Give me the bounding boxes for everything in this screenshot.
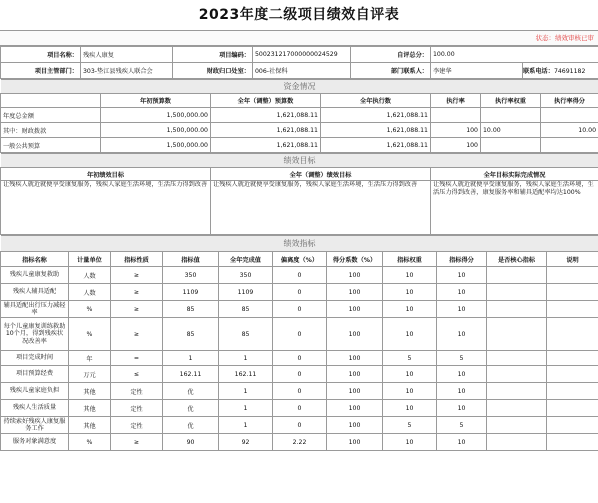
indicator-core bbox=[487, 400, 547, 417]
indicator-coefficient: 100 bbox=[327, 267, 383, 284]
indicator-name: 残疾儿童家庭负担 bbox=[1, 383, 69, 400]
indicator-note bbox=[547, 267, 598, 284]
col-header-deviation: 偏离度（%） bbox=[273, 252, 327, 267]
indicator-score: 10 bbox=[437, 284, 487, 301]
indicator-note bbox=[547, 318, 598, 351]
col-header-core: 是否核心指标 bbox=[487, 252, 547, 267]
indicator-weight: 10 bbox=[383, 383, 437, 400]
indicator-note bbox=[547, 366, 598, 383]
indicator-nature: ≥ bbox=[111, 284, 163, 301]
col-header-score: 指标得分 bbox=[437, 252, 487, 267]
indicator-unit: 年 bbox=[69, 351, 111, 366]
col-header-coefficient: 得分系数（%） bbox=[327, 252, 383, 267]
funds-adjusted: 1,621,088.11 bbox=[211, 108, 321, 123]
funds-rate: 100 bbox=[431, 138, 481, 153]
indicator-score: 5 bbox=[437, 351, 487, 366]
indicator-value: 1109 bbox=[163, 284, 219, 301]
funds-row-label: 年度总金额 bbox=[1, 108, 101, 123]
goals-header-actual: 全年目标实际完成情况 bbox=[431, 168, 598, 181]
funds-adjusted: 1,621,088.11 bbox=[211, 123, 321, 138]
col-header-weight: 指标权重 bbox=[383, 252, 437, 267]
indicator-score: 10 bbox=[437, 267, 487, 284]
indicator-deviation: 0 bbox=[273, 267, 327, 284]
funds-executed: 1,621,088.11 bbox=[321, 108, 431, 123]
funds-row bbox=[1, 138, 598, 153]
goals-header-adjusted: 全年（调整）绩效目标 bbox=[211, 168, 431, 181]
indicator-coefficient: 100 bbox=[327, 383, 383, 400]
goal-actual: 让残疾人就近就便享受康复服务，残疾人家庭生活环境，生活压力得到改善，康复服务率和辅具适配率均达100% bbox=[431, 181, 598, 235]
funds-adjusted: 1,621,088.11 bbox=[211, 138, 321, 153]
finance-label: 财政归口处室： bbox=[173, 63, 253, 79]
funds-initial: 1,500,000.00 bbox=[101, 123, 211, 138]
col-header-unit: 计量单位 bbox=[69, 252, 111, 267]
indicator-weight: 5 bbox=[383, 417, 437, 434]
indicator-coefficient: 100 bbox=[327, 400, 383, 417]
funds-weight bbox=[481, 108, 541, 123]
table-row bbox=[1, 366, 598, 383]
indicator-core bbox=[487, 434, 547, 451]
funds-table bbox=[0, 79, 598, 153]
indicator-coefficient: 100 bbox=[327, 366, 383, 383]
indicator-name: 项目预算经费 bbox=[1, 366, 69, 383]
funds-header-initial: 年初预算数 bbox=[101, 94, 211, 108]
indicator-weight: 10 bbox=[383, 267, 437, 284]
indicator-done: 1 bbox=[219, 351, 273, 366]
indicator-core bbox=[487, 318, 547, 351]
funds-header-executed: 全年执行数 bbox=[321, 94, 431, 108]
funds-row-label: 一般公共预算 bbox=[1, 138, 101, 153]
funds-row bbox=[1, 123, 598, 138]
indicator-note bbox=[547, 400, 598, 417]
indicator-weight: 10 bbox=[383, 400, 437, 417]
col-header-note: 说明 bbox=[547, 252, 598, 267]
table-row bbox=[1, 400, 598, 417]
indicators-section-title: 绩效指标 bbox=[1, 236, 598, 252]
indicator-note bbox=[547, 434, 598, 451]
indicator-done: 350 bbox=[219, 267, 273, 284]
indicator-unit: 万元 bbox=[69, 366, 111, 383]
page-title: 2023年度二级项目绩效自评表 bbox=[198, 7, 400, 23]
indicator-core bbox=[487, 383, 547, 400]
info-table bbox=[0, 46, 598, 79]
self-score-label: 自评总分： bbox=[351, 47, 431, 63]
indicator-coefficient: 100 bbox=[327, 434, 383, 451]
col-header-nature: 指标性质 bbox=[111, 252, 163, 267]
table-row bbox=[1, 318, 598, 351]
indicator-deviation: 2.22 bbox=[273, 434, 327, 451]
indicator-done: 1109 bbox=[219, 284, 273, 301]
funds-executed: 1,621,088.11 bbox=[321, 123, 431, 138]
indicator-value: 优 bbox=[163, 417, 219, 434]
funds-row bbox=[1, 108, 598, 123]
indicator-core bbox=[487, 417, 547, 434]
indicator-nature: ≥ bbox=[111, 318, 163, 351]
funds-rate bbox=[431, 108, 481, 123]
indicator-name: 残疾儿童康复救助 bbox=[1, 267, 69, 284]
indicator-value: 优 bbox=[163, 400, 219, 417]
indicator-value: 1 bbox=[163, 351, 219, 366]
project-code-label: 项目编码： bbox=[173, 47, 253, 63]
indicator-score: 10 bbox=[437, 400, 487, 417]
indicator-unit: 其他 bbox=[69, 383, 111, 400]
indicator-value: 优 bbox=[163, 383, 219, 400]
indicator-score: 10 bbox=[437, 366, 487, 383]
indicator-core bbox=[487, 351, 547, 366]
indicator-done: 85 bbox=[219, 301, 273, 318]
indicator-note bbox=[547, 284, 598, 301]
indicators-table bbox=[0, 235, 598, 451]
table-row bbox=[1, 301, 598, 318]
indicator-nature: 定性 bbox=[111, 383, 163, 400]
table-row bbox=[1, 284, 598, 301]
funds-weight bbox=[481, 138, 541, 153]
col-header-name: 指标名称 bbox=[1, 252, 69, 267]
dept-value: 303-垫江县残疾人联合会 bbox=[81, 63, 173, 79]
funds-score bbox=[541, 138, 598, 153]
indicator-coefficient: 100 bbox=[327, 351, 383, 366]
indicator-name: 残疾人辅具适配 bbox=[1, 284, 69, 301]
indicator-nature: = bbox=[111, 351, 163, 366]
indicator-score: 10 bbox=[437, 434, 487, 451]
indicator-done: 162.11 bbox=[219, 366, 273, 383]
indicator-coefficient: 100 bbox=[327, 417, 383, 434]
indicator-deviation: 0 bbox=[273, 383, 327, 400]
indicator-name: 持续索好残疾人康复服务工作 bbox=[1, 417, 69, 434]
funds-row-label: 其中：财政拨款 bbox=[1, 123, 101, 138]
indicator-deviation: 0 bbox=[273, 284, 327, 301]
funds-weight: 10.00 bbox=[481, 123, 541, 138]
finance-value: 006-社保科 bbox=[253, 63, 351, 79]
indicator-name: 每个儿童康复训练救助10个月，得到残疾状况改善率 bbox=[1, 318, 69, 351]
indicator-note bbox=[547, 351, 598, 366]
indicator-nature: ≥ bbox=[111, 267, 163, 284]
table-row bbox=[1, 351, 598, 366]
project-code-value: 500231217000000024529 bbox=[253, 47, 351, 63]
indicator-done: 1 bbox=[219, 383, 273, 400]
funds-header-rate: 执行率 bbox=[431, 94, 481, 108]
table-row bbox=[1, 434, 598, 451]
project-name-value: 残疾人康复 bbox=[81, 47, 173, 63]
indicator-coefficient: 100 bbox=[327, 284, 383, 301]
table-row bbox=[1, 383, 598, 400]
status-badge: 状态：绩效审核已审 bbox=[0, 30, 598, 46]
indicator-core bbox=[487, 267, 547, 284]
indicator-unit: 人数 bbox=[69, 267, 111, 284]
indicator-weight: 10 bbox=[383, 301, 437, 318]
funds-rate: 100 bbox=[431, 123, 481, 138]
indicator-unit: % bbox=[69, 301, 111, 318]
goals-section-title: 绩效目标 bbox=[1, 154, 598, 168]
indicator-value: 90 bbox=[163, 434, 219, 451]
dept-label: 项目主管部门： bbox=[1, 63, 81, 79]
indicator-unit: % bbox=[69, 318, 111, 351]
indicator-name: 服务对象满意度 bbox=[1, 434, 69, 451]
funds-score bbox=[541, 108, 598, 123]
goals-header-initial: 年初绩效目标 bbox=[1, 168, 211, 181]
indicator-value: 85 bbox=[163, 318, 219, 351]
funds-executed: 1,621,088.11 bbox=[321, 138, 431, 153]
indicator-score: 10 bbox=[437, 318, 487, 351]
phone-value: 74691182 bbox=[553, 68, 586, 75]
table-row bbox=[1, 417, 598, 434]
indicator-done: 85 bbox=[219, 318, 273, 351]
col-header-done: 全年完成值 bbox=[219, 252, 273, 267]
indicator-nature: 定性 bbox=[111, 417, 163, 434]
table-row bbox=[1, 267, 598, 284]
self-score-value: 100.00 bbox=[431, 47, 598, 63]
indicator-weight: 10 bbox=[383, 434, 437, 451]
indicator-deviation: 0 bbox=[273, 400, 327, 417]
indicator-core bbox=[487, 366, 547, 383]
indicator-unit: 其他 bbox=[69, 417, 111, 434]
goal-adjusted: 让残疾人就近就便享受康复服务，残疾人家庭生活环境，生活压力得到改善 bbox=[211, 181, 431, 235]
funds-header-score: 执行率得分 bbox=[541, 94, 598, 108]
indicator-nature: 定性 bbox=[111, 400, 163, 417]
indicator-deviation: 0 bbox=[273, 318, 327, 351]
indicator-weight: 10 bbox=[383, 318, 437, 351]
funds-header-weight: 执行率权重 bbox=[481, 94, 541, 108]
indicator-coefficient: 100 bbox=[327, 301, 383, 318]
indicator-nature: ≥ bbox=[111, 434, 163, 451]
indicator-nature: ≤ bbox=[111, 366, 163, 383]
indicator-done: 1 bbox=[219, 400, 273, 417]
indicator-deviation: 0 bbox=[273, 417, 327, 434]
project-name-label: 项目名称： bbox=[1, 47, 81, 63]
indicator-unit: 人数 bbox=[69, 284, 111, 301]
indicator-done: 92 bbox=[219, 434, 273, 451]
indicator-name: 残疾人生活质量 bbox=[1, 400, 69, 417]
indicator-name: 辅具适配出行压力减轻率 bbox=[1, 301, 69, 318]
indicators-header-row bbox=[1, 252, 598, 267]
indicator-weight: 10 bbox=[383, 366, 437, 383]
indicator-coefficient: 100 bbox=[327, 318, 383, 351]
funds-initial: 1,500,000.00 bbox=[101, 138, 211, 153]
funds-initial: 1,500,000.00 bbox=[101, 108, 211, 123]
indicator-weight: 10 bbox=[383, 284, 437, 301]
indicator-done: 1 bbox=[219, 417, 273, 434]
indicator-name: 项目完成时间 bbox=[1, 351, 69, 366]
indicator-nature: ≥ bbox=[111, 301, 163, 318]
funds-header-blank bbox=[1, 94, 101, 108]
phone-label: 联系电话： bbox=[523, 68, 554, 75]
indicator-deviation: 0 bbox=[273, 351, 327, 366]
funds-header-adjusted: 全年（调整）预算数 bbox=[211, 94, 321, 108]
indicator-score: 5 bbox=[437, 417, 487, 434]
contact-value: 李建华 bbox=[431, 63, 523, 79]
goal-initial: 让残疾人就近就便享受康复服务，残疾人家庭生活环境，生活压力得到改善 bbox=[1, 181, 211, 235]
goals-table bbox=[0, 153, 598, 235]
funds-score: 10.00 bbox=[541, 123, 598, 138]
indicator-value: 350 bbox=[163, 267, 219, 284]
indicator-note bbox=[547, 417, 598, 434]
indicator-value: 85 bbox=[163, 301, 219, 318]
indicator-weight: 5 bbox=[383, 351, 437, 366]
indicator-note bbox=[547, 383, 598, 400]
indicator-core bbox=[487, 301, 547, 318]
col-header-value: 指标值 bbox=[163, 252, 219, 267]
indicator-deviation: 0 bbox=[273, 301, 327, 318]
funds-section-title: 资金情况 bbox=[1, 80, 598, 94]
indicator-core bbox=[487, 284, 547, 301]
indicator-value: 162.11 bbox=[163, 366, 219, 383]
contact-label: 部门联系人： bbox=[351, 63, 431, 79]
indicator-unit: 其他 bbox=[69, 400, 111, 417]
indicator-score: 10 bbox=[437, 301, 487, 318]
indicator-score: 10 bbox=[437, 383, 487, 400]
indicator-note bbox=[547, 301, 598, 318]
indicator-deviation: 0 bbox=[273, 366, 327, 383]
indicator-unit: % bbox=[69, 434, 111, 451]
